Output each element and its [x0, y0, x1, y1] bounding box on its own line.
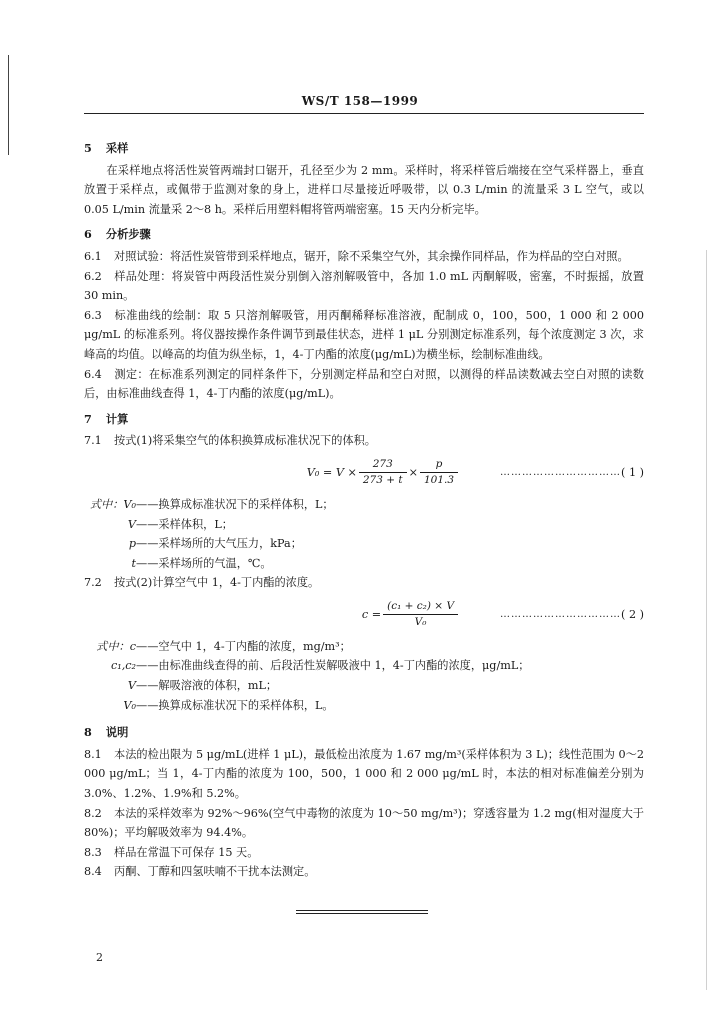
variable-symbol: 式中：c [96, 639, 136, 653]
end-rule-second [296, 913, 428, 914]
section-title: 说明 [105, 725, 129, 740]
fraction-bar [383, 614, 458, 615]
clause-6-3 [84, 306, 644, 365]
variable-description: ——换算成标准状况下的采样体积，L； [136, 497, 334, 511]
clause-text: 样品处理：将炭管中两段活性炭分别倒入溶剂解吸管中，各加 1.0 mL 丙酮解吸，密塞，不时振摇，放置 30 min。 [84, 269, 644, 303]
variable-symbol: V [127, 517, 136, 531]
clause-number: 6.4 [84, 367, 102, 381]
clause-8-3 [84, 843, 644, 863]
variable-row [84, 534, 644, 554]
section-title: 分析步骤 [105, 227, 151, 242]
clause-number: 8.3 [84, 845, 102, 859]
end-rule [296, 910, 428, 911]
section-number: 6 [84, 227, 92, 242]
formula-lhs: c = [361, 608, 382, 622]
clause-text: 标准曲线的绘制：取 5 只溶剂解吸管，用丙酮稀释标准溶液，配制成 0，100，500，1 000 和 2 000 μg/mL 的标准系列。将仪器按操作条件调节到最佳状态，进样 1 μL 分别测定标准系列，每个浓度测定 3 次，求峰高的均值。以峰高的均值为纵坐标，1，4-丁内酯的浓度(μg/mL)为横坐标，绘制标准曲线。 [84, 308, 644, 361]
clause-6-2 [84, 267, 644, 306]
fraction-numerator: (c₁ + c₂) × V [387, 600, 455, 613]
variable-description: ——换算成标准状况下的采样体积，L。 [136, 698, 334, 712]
clause-text: 样品在常温下可保存 15 天。 [114, 845, 259, 859]
variable-symbol: c₁,c₂ [110, 659, 136, 673]
variable-row [84, 637, 644, 657]
equation-label: ( 2 ) [621, 608, 644, 622]
section-title: 计算 [105, 411, 129, 426]
page-number: 2 [96, 951, 103, 964]
variable-row [84, 656, 644, 676]
fraction-numerator: p [435, 458, 443, 471]
variable-description: ——空气中 1，4-丁内酯的浓度，mg/m³； [136, 639, 351, 653]
fraction-denominator: V₀ [414, 616, 427, 629]
formula-2-expression [362, 600, 460, 629]
clause-text: 对照试验：将活性炭管带到采样地点，锯开，除不采集空气外，其余操作同样品，作为样品的空白对照。 [114, 249, 629, 263]
variable-description: ——由标准曲线查得的前、后段活性炭解吸液中 1，4-丁内酯的浓度，μg/mL； [136, 659, 530, 673]
clause-8-4 [84, 862, 644, 882]
section-number: 8 [84, 725, 92, 740]
formula-2 [84, 595, 644, 635]
clause-number: 7.2 [84, 576, 102, 590]
variable-description: ——解吸溶液的体积，mL； [136, 679, 278, 693]
variable-description: ——采样场所的气温，℃。 [136, 556, 272, 570]
equation-label: ( 1 ) [621, 466, 644, 480]
clause-text: 本法的检出限为 5 μg/mL(进样 1 μL)，最低检出浓度为 1.67 mg/m³(采样体积为 3 L)；线性范围为 0～2 000 μg/mL；当 1，4-丁内酯的浓度为 100，500，1 000 和 2 000 μg/mL 时，本法的相对标准偏差分别为 3.0%、1.2%、1.9%和 5.2%。 [84, 747, 644, 801]
variable-row [84, 554, 644, 574]
fraction-denominator: 101.3 [423, 474, 455, 487]
clause-number: 6.2 [84, 269, 102, 283]
leader-dots: …………………………… [500, 609, 622, 621]
scan-edge-right [706, 250, 707, 990]
variable-symbol: t [131, 556, 136, 570]
section-8-heading [84, 723, 644, 743]
formula-1 [84, 453, 644, 493]
section-5-heading [84, 139, 644, 159]
variable-symbol: V₀ [123, 698, 136, 712]
variable-row [84, 676, 644, 696]
clause-6-1 [84, 247, 644, 267]
clause-text: 丙酮、丁醇和四氢呋喃不干扰本法测定。 [114, 865, 316, 879]
section-number: 7 [84, 411, 92, 426]
clause-number: 6.3 [84, 308, 102, 322]
leader-dots: …………………………… [500, 467, 622, 479]
variable-row [84, 495, 644, 515]
formula-lhs: V₀ = V × [306, 466, 357, 480]
variable-description: ——采样体积，L； [136, 517, 233, 531]
fraction-bar [420, 472, 458, 473]
clause-number: 8.1 [84, 747, 102, 761]
clause-8-2 [84, 804, 644, 843]
fraction-bar [359, 472, 407, 473]
formula-1-variables [84, 495, 644, 573]
clause-number: 7.1 [84, 434, 102, 448]
variable-row [84, 515, 644, 535]
times-sign: × [408, 466, 418, 480]
clause-8-1 [84, 745, 644, 804]
fraction-concentration [385, 600, 456, 629]
fraction-numerator: 273 [372, 458, 393, 471]
variable-symbol: p [128, 537, 136, 551]
section-7-heading [84, 410, 644, 430]
clause-text: 按式(2)计算空气中 1，4-丁内酯的浓度。 [114, 576, 320, 590]
clause-7-1 [84, 431, 644, 451]
clause-number: 6.1 [84, 249, 102, 263]
clause-6-4 [84, 365, 644, 404]
variable-symbol: 式中：V₀ [89, 497, 136, 511]
clause-text: 测定：在标准系列测定的同样条件下，分别测定样品和空白对照，以测得的样品读数减去空白对照的读数后，由标准曲线查得 1，4-丁内酯的浓度(μg/mL)。 [84, 367, 644, 401]
fraction-pressure [422, 458, 456, 487]
clause-text: 本法的采样效率为 92%～96%(空气中毒物的浓度为 10～50 mg/m³)；穿透容量为 1.2 mg(相对湿度大于 80%)；平均解吸效率为 94.4%。 [84, 806, 644, 840]
formula-2-variables [84, 637, 644, 715]
clause-text: 按式(1)将采集空气的体积换算成标准状况下的体积。 [114, 434, 376, 448]
document-body [84, 135, 644, 882]
fraction-temperature [361, 458, 405, 487]
variable-description: ——采样场所的大气压力，kPa； [136, 537, 302, 551]
header-rule [84, 113, 644, 114]
standard-code-header: WS/T 158—1999 [301, 94, 419, 108]
fraction-denominator: 273 + t [362, 474, 403, 487]
section-6-heading [84, 225, 644, 245]
clause-7-2 [84, 573, 644, 593]
formula-1-expression [307, 458, 460, 487]
section-title: 采样 [105, 141, 129, 155]
section-number: 5 [84, 141, 92, 155]
clause-number: 8.2 [84, 806, 102, 820]
clause-number: 8.4 [84, 865, 102, 879]
variable-symbol: V [127, 679, 136, 693]
variable-row [84, 696, 644, 716]
section-5-paragraph: 在采样地点将活性炭管两端封口锯开，孔径至少为 2 mm。采样时，将采样管后端接在空气采样器上，垂直放置于采样点，或佩带于监测对象的身上，进样口尽量接近呼吸带，以 0.3 L/min 的流量采 3 L 空气，或以 0.05 L/min 流量采 2～8 h。采样后用塑料帽将管两端密塞。15 天内分析完毕。 [84, 163, 644, 216]
